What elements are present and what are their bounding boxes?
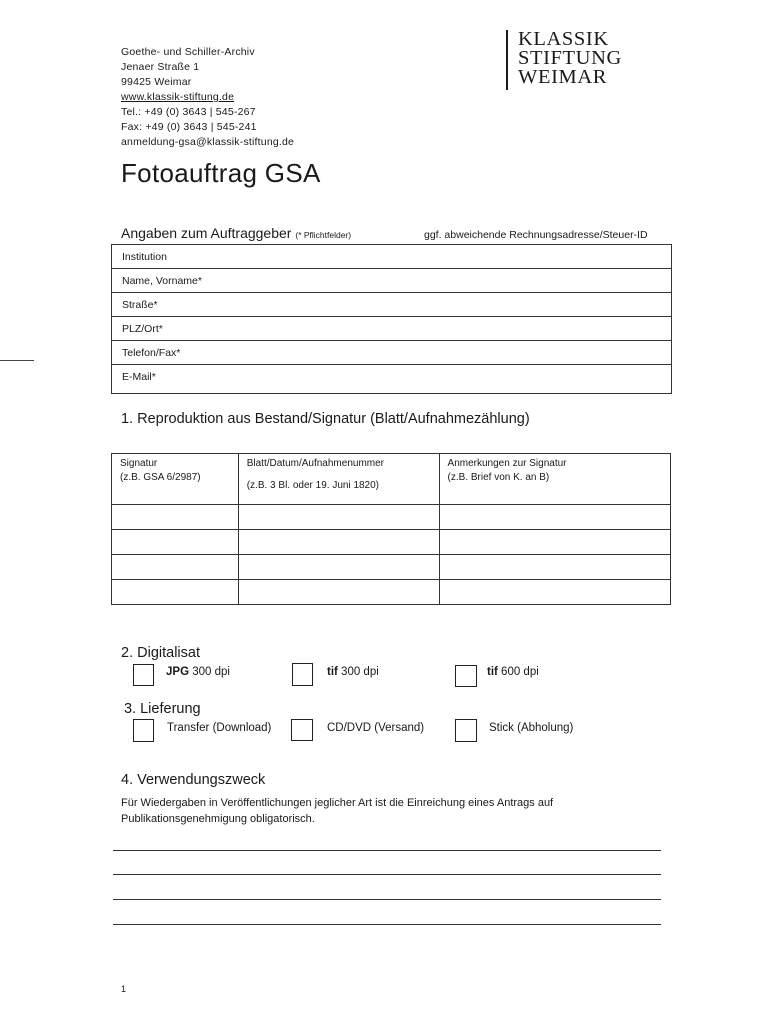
client-heading-text: Angaben zum Auftraggeber xyxy=(121,225,292,241)
client-form xyxy=(111,244,672,394)
transfer-label: Transfer (Download) xyxy=(167,722,272,734)
reproduction-heading: 1. Reproduktion aus Bestand/Signatur (Blatt/Aufnahmezählung) xyxy=(121,411,530,427)
table-header-row xyxy=(112,454,671,505)
stick-checkbox[interactable] xyxy=(455,719,477,742)
zip-city-field[interactable]: PLZ/Ort* xyxy=(112,317,671,341)
format-label: tif xyxy=(487,666,498,678)
phone-fax-field[interactable]: Telefon/Fax* xyxy=(112,341,671,365)
table-cell[interactable] xyxy=(112,530,239,555)
client-section-heading xyxy=(121,225,351,241)
usage-input-line[interactable] xyxy=(113,874,661,875)
resolution-label: 300 dpi xyxy=(189,666,230,678)
format-label: JPG xyxy=(166,666,190,678)
table-cell[interactable] xyxy=(112,555,239,580)
column-label: Signatur xyxy=(120,458,158,469)
table-cell[interactable] xyxy=(238,580,439,605)
email-field[interactable]: E-Mail* xyxy=(122,371,156,383)
cd-dvd-label: CD/DVD (Versand) xyxy=(327,722,425,734)
digitalisat-heading: 2. Digitalisat xyxy=(121,645,200,661)
logo-line: WEIMAR xyxy=(518,66,608,88)
jpg-300-checkbox[interactable] xyxy=(133,664,154,686)
table-cell[interactable] xyxy=(439,580,670,605)
table-cell[interactable] xyxy=(238,530,439,555)
address-line: Jenaer Straße 1 xyxy=(121,61,200,73)
table-cell[interactable] xyxy=(238,555,439,580)
sender-address xyxy=(121,45,294,150)
column-hint: (z.B. 3 Bl. oder 19. Juni 1820) xyxy=(246,480,380,491)
name-field[interactable]: Name, Vorname* xyxy=(112,269,671,293)
tif-600-label xyxy=(487,666,539,678)
street-field[interactable]: Straße* xyxy=(112,293,671,317)
table-cell[interactable] xyxy=(439,505,670,530)
alt-billing-address-label: ggf. abweichende Rechnungsadresse/Steuer-ID xyxy=(424,229,648,241)
cd-dvd-checkbox[interactable] xyxy=(291,719,313,741)
email-address[interactable]: anmeldung-gsa@klassik-stiftung.de xyxy=(121,136,295,148)
address-line: 99425 Weimar xyxy=(121,76,192,88)
usage-input-line[interactable] xyxy=(113,924,661,925)
tif-300-checkbox[interactable] xyxy=(292,663,313,686)
table-cell[interactable] xyxy=(439,555,670,580)
usage-input-line[interactable] xyxy=(113,899,661,900)
fax-number: Fax: +49 (0) 3643 | 545-241 xyxy=(121,121,257,133)
table-cell[interactable] xyxy=(238,505,439,530)
required-note: (* Pflichtfelder) xyxy=(295,230,352,240)
tif-600-checkbox[interactable] xyxy=(455,665,477,687)
delivery-heading: 3. Lieferung xyxy=(124,701,201,717)
institution-field[interactable]: Institution xyxy=(112,245,671,269)
jpg-300-label xyxy=(166,666,230,678)
format-label: tif xyxy=(327,666,338,678)
transfer-checkbox[interactable] xyxy=(133,719,154,742)
column-header-blatt xyxy=(238,454,439,505)
column-label: Blatt/Datum/Aufnahmenummer xyxy=(246,458,384,469)
column-header-signatur xyxy=(112,454,239,505)
usage-heading: 4. Verwendungszweck xyxy=(121,772,266,788)
reproduction-table xyxy=(111,453,671,605)
resolution-label: 600 dpi xyxy=(497,666,539,678)
table-cell[interactable] xyxy=(112,505,239,530)
page-number: 1 xyxy=(121,984,127,994)
table-row xyxy=(112,580,671,605)
logo-line: KLASSIK xyxy=(518,28,609,50)
table-row xyxy=(112,530,671,555)
fold-mark xyxy=(0,360,34,361)
table-cell[interactable] xyxy=(112,580,239,605)
klassik-stiftung-logo xyxy=(506,30,622,90)
usage-note: Für Wiedergaben in Veröffentlichungen jeglicher Art ist die Einreichung eines Antrags auf Publikationsgenehmigung obligatorisch. xyxy=(121,797,554,825)
tif-300-label xyxy=(327,666,379,678)
table-cell[interactable] xyxy=(439,530,670,555)
column-label: Anmerkungen zur Signatur xyxy=(447,458,567,469)
usage-input-line[interactable] xyxy=(113,850,661,851)
column-header-anmerkungen xyxy=(439,454,670,505)
page-title: Fotoauftrag GSA xyxy=(121,158,321,188)
phone-number: Tel.: +49 (0) 3643 | 545-267 xyxy=(121,106,256,118)
column-hint: (z.B. Brief von K. an B) xyxy=(447,472,550,483)
logo-line: STIFTUNG xyxy=(518,47,622,69)
column-hint: (z.B. GSA 6/2987) xyxy=(120,472,201,483)
table-row xyxy=(112,555,671,580)
address-line: Goethe- und Schiller-Archiv xyxy=(121,46,255,58)
stick-label: Stick (Abholung) xyxy=(489,722,574,734)
table-row xyxy=(112,505,671,530)
resolution-label: 300 dpi xyxy=(337,666,379,678)
website-link[interactable]: www.klassik-stiftung.de xyxy=(121,91,235,103)
